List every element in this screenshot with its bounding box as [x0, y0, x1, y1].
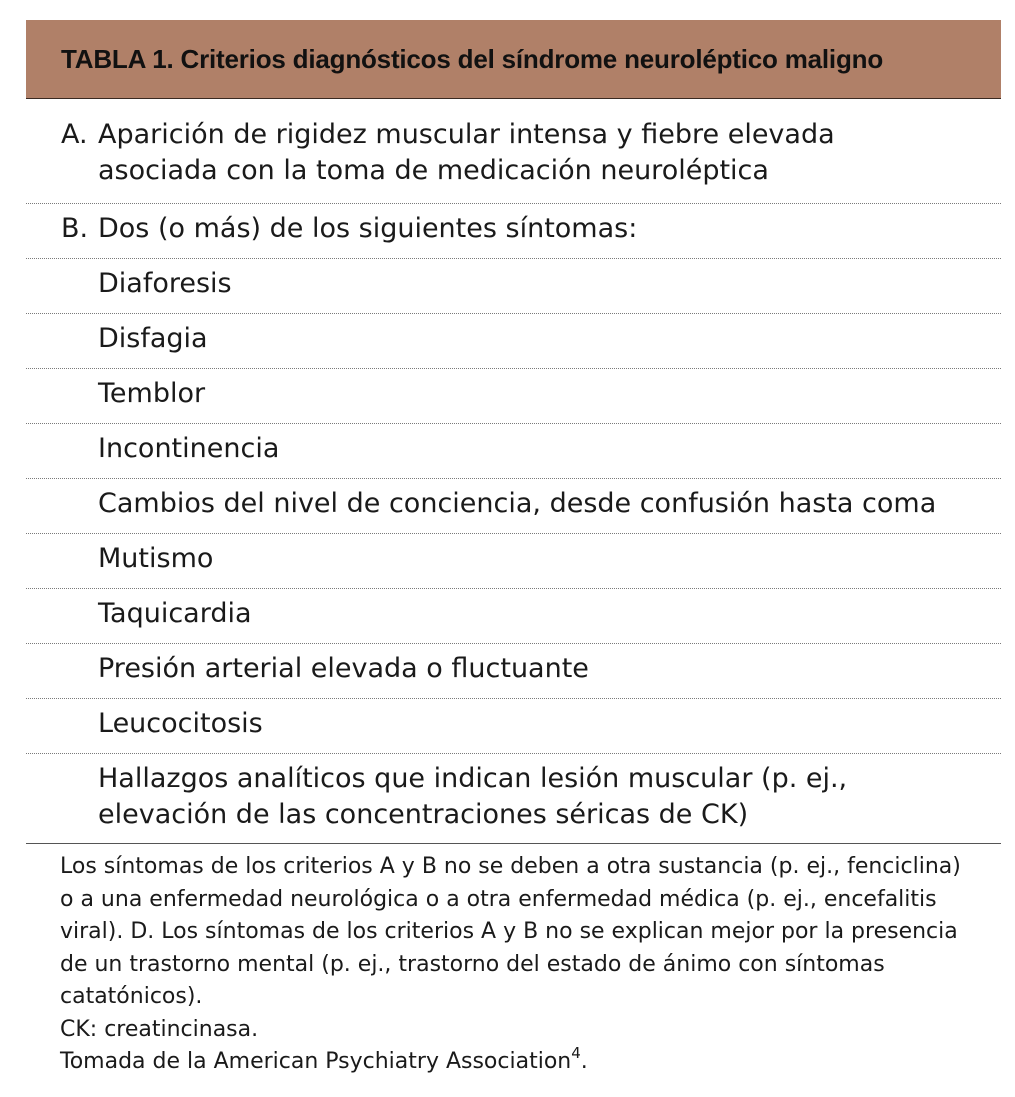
criterion-a-text: Aparición de rigidez muscular intensa y fiebre elevada asociada con la toma de medicación neuroléptica [98, 119, 835, 186]
symptom-row [26, 314, 1001, 369]
symptom-text: Cambios del nivel de conciencia, desde confusión hasta coma [98, 488, 937, 519]
symptom-text: Temblor [98, 378, 206, 409]
criterion-b-letter: B. [61, 213, 89, 244]
symptom-row [26, 259, 1001, 314]
symptom-row [26, 699, 1001, 754]
symptom-row [26, 589, 1001, 644]
criterion-a-row [26, 99, 1001, 204]
symptom-text: Taquicardia [98, 598, 252, 629]
criteria-note: Los síntomas de los criterios A y B no se deben a otra sustancia (p. ej., fenciclina) o a una enfermedad neurológica o a otra enfermedad médica (p. ej., encefalitis viral). D. Los síntomas de los criterios A y B no se explican mejor por la presencia de un trastorno mental (p. ej., trastorno del estado de ánimo con síntomas catatónicos). [60, 854, 961, 1009]
symptom-row [26, 534, 1001, 589]
symptom-row [26, 479, 1001, 534]
table-title: TABLA 1. Criterios diagnósticos del síndrome neuroléptico maligno [61, 43, 883, 74]
symptom-text: Hallazgos analíticos que indican lesión muscular (p. ej., elevación de las concentraciones séricas de CK) [98, 763, 848, 830]
symptom-text: Mutismo [98, 543, 214, 574]
criterion-b-row [26, 204, 1001, 259]
symptom-text: Diaforesis [98, 268, 232, 299]
symptom-row [26, 369, 1001, 424]
symptom-text: Leucocitosis [98, 708, 263, 739]
symptom-row [26, 754, 1001, 844]
symptom-row [26, 424, 1001, 479]
table-footnotes [60, 851, 980, 1079]
table-header [26, 20, 1001, 99]
source-note [60, 1043, 980, 1079]
criterion-a-letter: A. [61, 119, 88, 150]
symptom-text: Incontinencia [98, 433, 280, 464]
table-body [26, 99, 1001, 844]
symptom-row [26, 644, 1001, 699]
symptom-text: Disfagia [98, 323, 208, 354]
symptom-text: Presión arterial elevada o fluctuante [98, 653, 589, 684]
source-end: . [580, 1049, 588, 1074]
source-text: Tomada de la American Psychiatry Association [60, 1049, 572, 1074]
criterion-b-text: Dos (o más) de los siguientes síntomas: [98, 213, 638, 244]
abbreviation-note: CK: creatincinasa. [60, 1016, 259, 1042]
criteria-table [26, 20, 1001, 844]
source-reference: 4 [571, 1043, 581, 1062]
